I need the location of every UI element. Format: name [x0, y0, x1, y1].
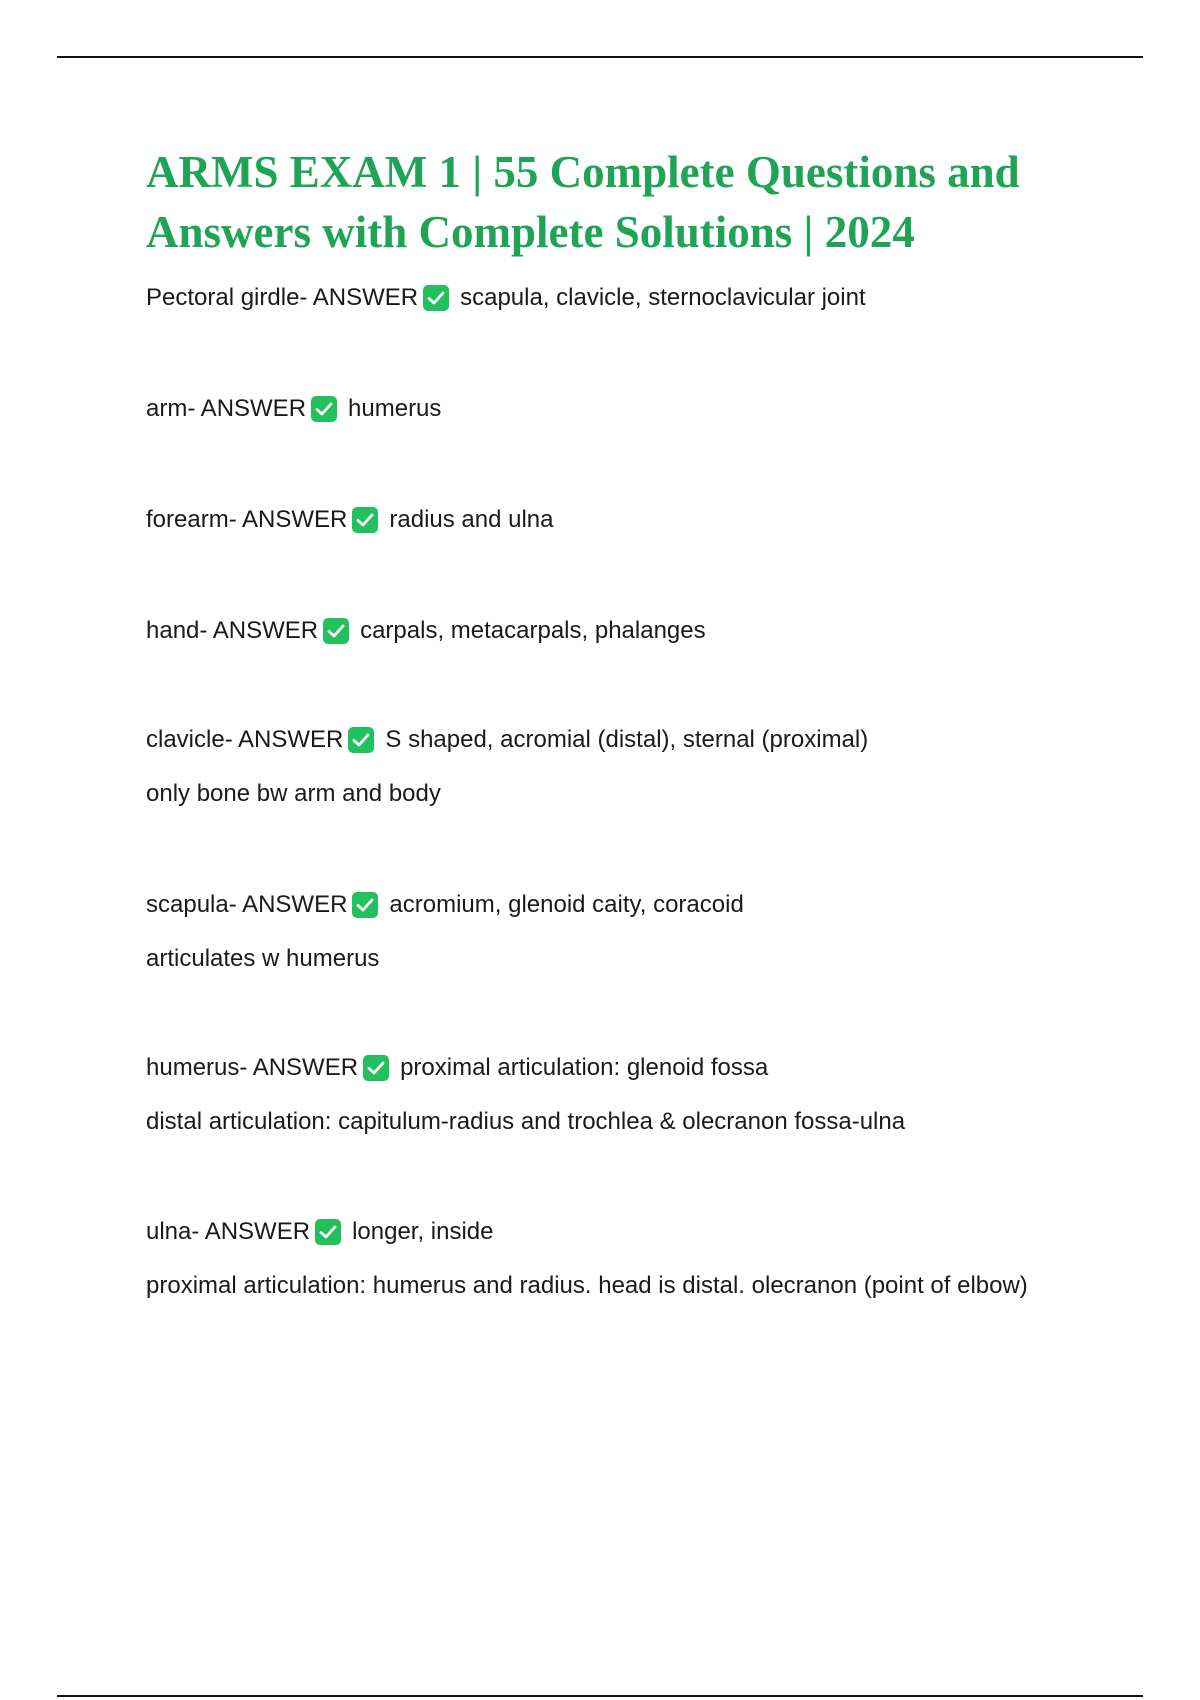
qa-answer-line: [146, 280, 866, 316]
check-mark-icon: [347, 726, 375, 754]
check-mark-icon: [362, 1054, 390, 1082]
qa-answer: humerus: [348, 395, 442, 422]
qa-extra: distal articulation: capitulum-radius and trochlea & olecranon fossa-ulna: [146, 1108, 906, 1135]
bottom-rule: [57, 1695, 1143, 1697]
qa-answer-line: [146, 887, 744, 923]
qa-item: [146, 613, 706, 649]
qa-item: [146, 887, 744, 977]
qa-extra: proximal articulation: humerus and radius. head is distal. olecranon (point of elbow): [146, 1272, 1028, 1299]
qa-item: [146, 1050, 905, 1140]
qa-term: arm: [146, 395, 188, 422]
check-mark-icon: [422, 284, 450, 312]
qa-separator: - ANSWER: [228, 506, 348, 533]
qa-term: Pectoral girdle: [146, 284, 300, 311]
qa-answer-line: [146, 1214, 1046, 1250]
check-mark-icon: [322, 617, 350, 645]
qa-answer-line: [146, 502, 554, 538]
check-mark-icon: [310, 395, 338, 423]
qa-separator: - ANSWER: [187, 395, 307, 422]
qa-item: [146, 502, 554, 538]
qa-answer: carpals, metacarpals, phalanges: [360, 617, 706, 644]
qa-item: [146, 1214, 1046, 1304]
qa-separator: - ANSWER: [199, 617, 319, 644]
qa-answer-line: [146, 391, 441, 427]
qa-separator: - ANSWER: [228, 891, 348, 918]
qa-term: ulna: [146, 1218, 192, 1245]
qa-term: forearm: [146, 506, 229, 533]
qa-separator: - ANSWER: [299, 284, 419, 311]
qa-answer: longer, inside: [352, 1218, 494, 1245]
qa-term: scapula: [146, 891, 229, 918]
document-title: ARMS EXAM 1 | 55 Complete Questions and Answers with Complete Solutions | 2024: [146, 147, 1020, 257]
qa-answer-line: [146, 722, 868, 758]
document-body: [146, 142, 1086, 1299]
qa-answer-line: [146, 613, 706, 649]
qa-separator: - ANSWER: [191, 1218, 311, 1245]
qa-answer: scapula, clavicle, sternoclavicular joint: [460, 284, 866, 311]
qa-answer: acromium, glenoid caity, coracoid: [389, 891, 744, 918]
qa-term: humerus: [146, 1054, 240, 1081]
qa-item: [146, 280, 866, 316]
check-mark-icon: [314, 1218, 342, 1246]
qa-answer: proximal articulation: glenoid fossa: [400, 1054, 769, 1081]
qa-term: hand: [146, 617, 200, 644]
check-mark-icon: [351, 506, 379, 534]
qa-answer: S shaped, acromial (distal), sternal (proximal): [385, 726, 869, 753]
qa-item: [146, 722, 868, 812]
qa-extra: articulates w humerus: [146, 945, 380, 972]
qa-separator: - ANSWER: [224, 726, 344, 753]
qa-item: [146, 391, 441, 427]
qa-separator: - ANSWER: [239, 1054, 359, 1081]
qa-term: clavicle: [146, 726, 225, 753]
qa-answer: radius and ulna: [389, 506, 554, 533]
check-mark-icon: [351, 891, 379, 919]
qa-answer-line: [146, 1050, 905, 1086]
qa-extra: only bone bw arm and body: [146, 780, 441, 807]
top-rule: [57, 56, 1143, 58]
